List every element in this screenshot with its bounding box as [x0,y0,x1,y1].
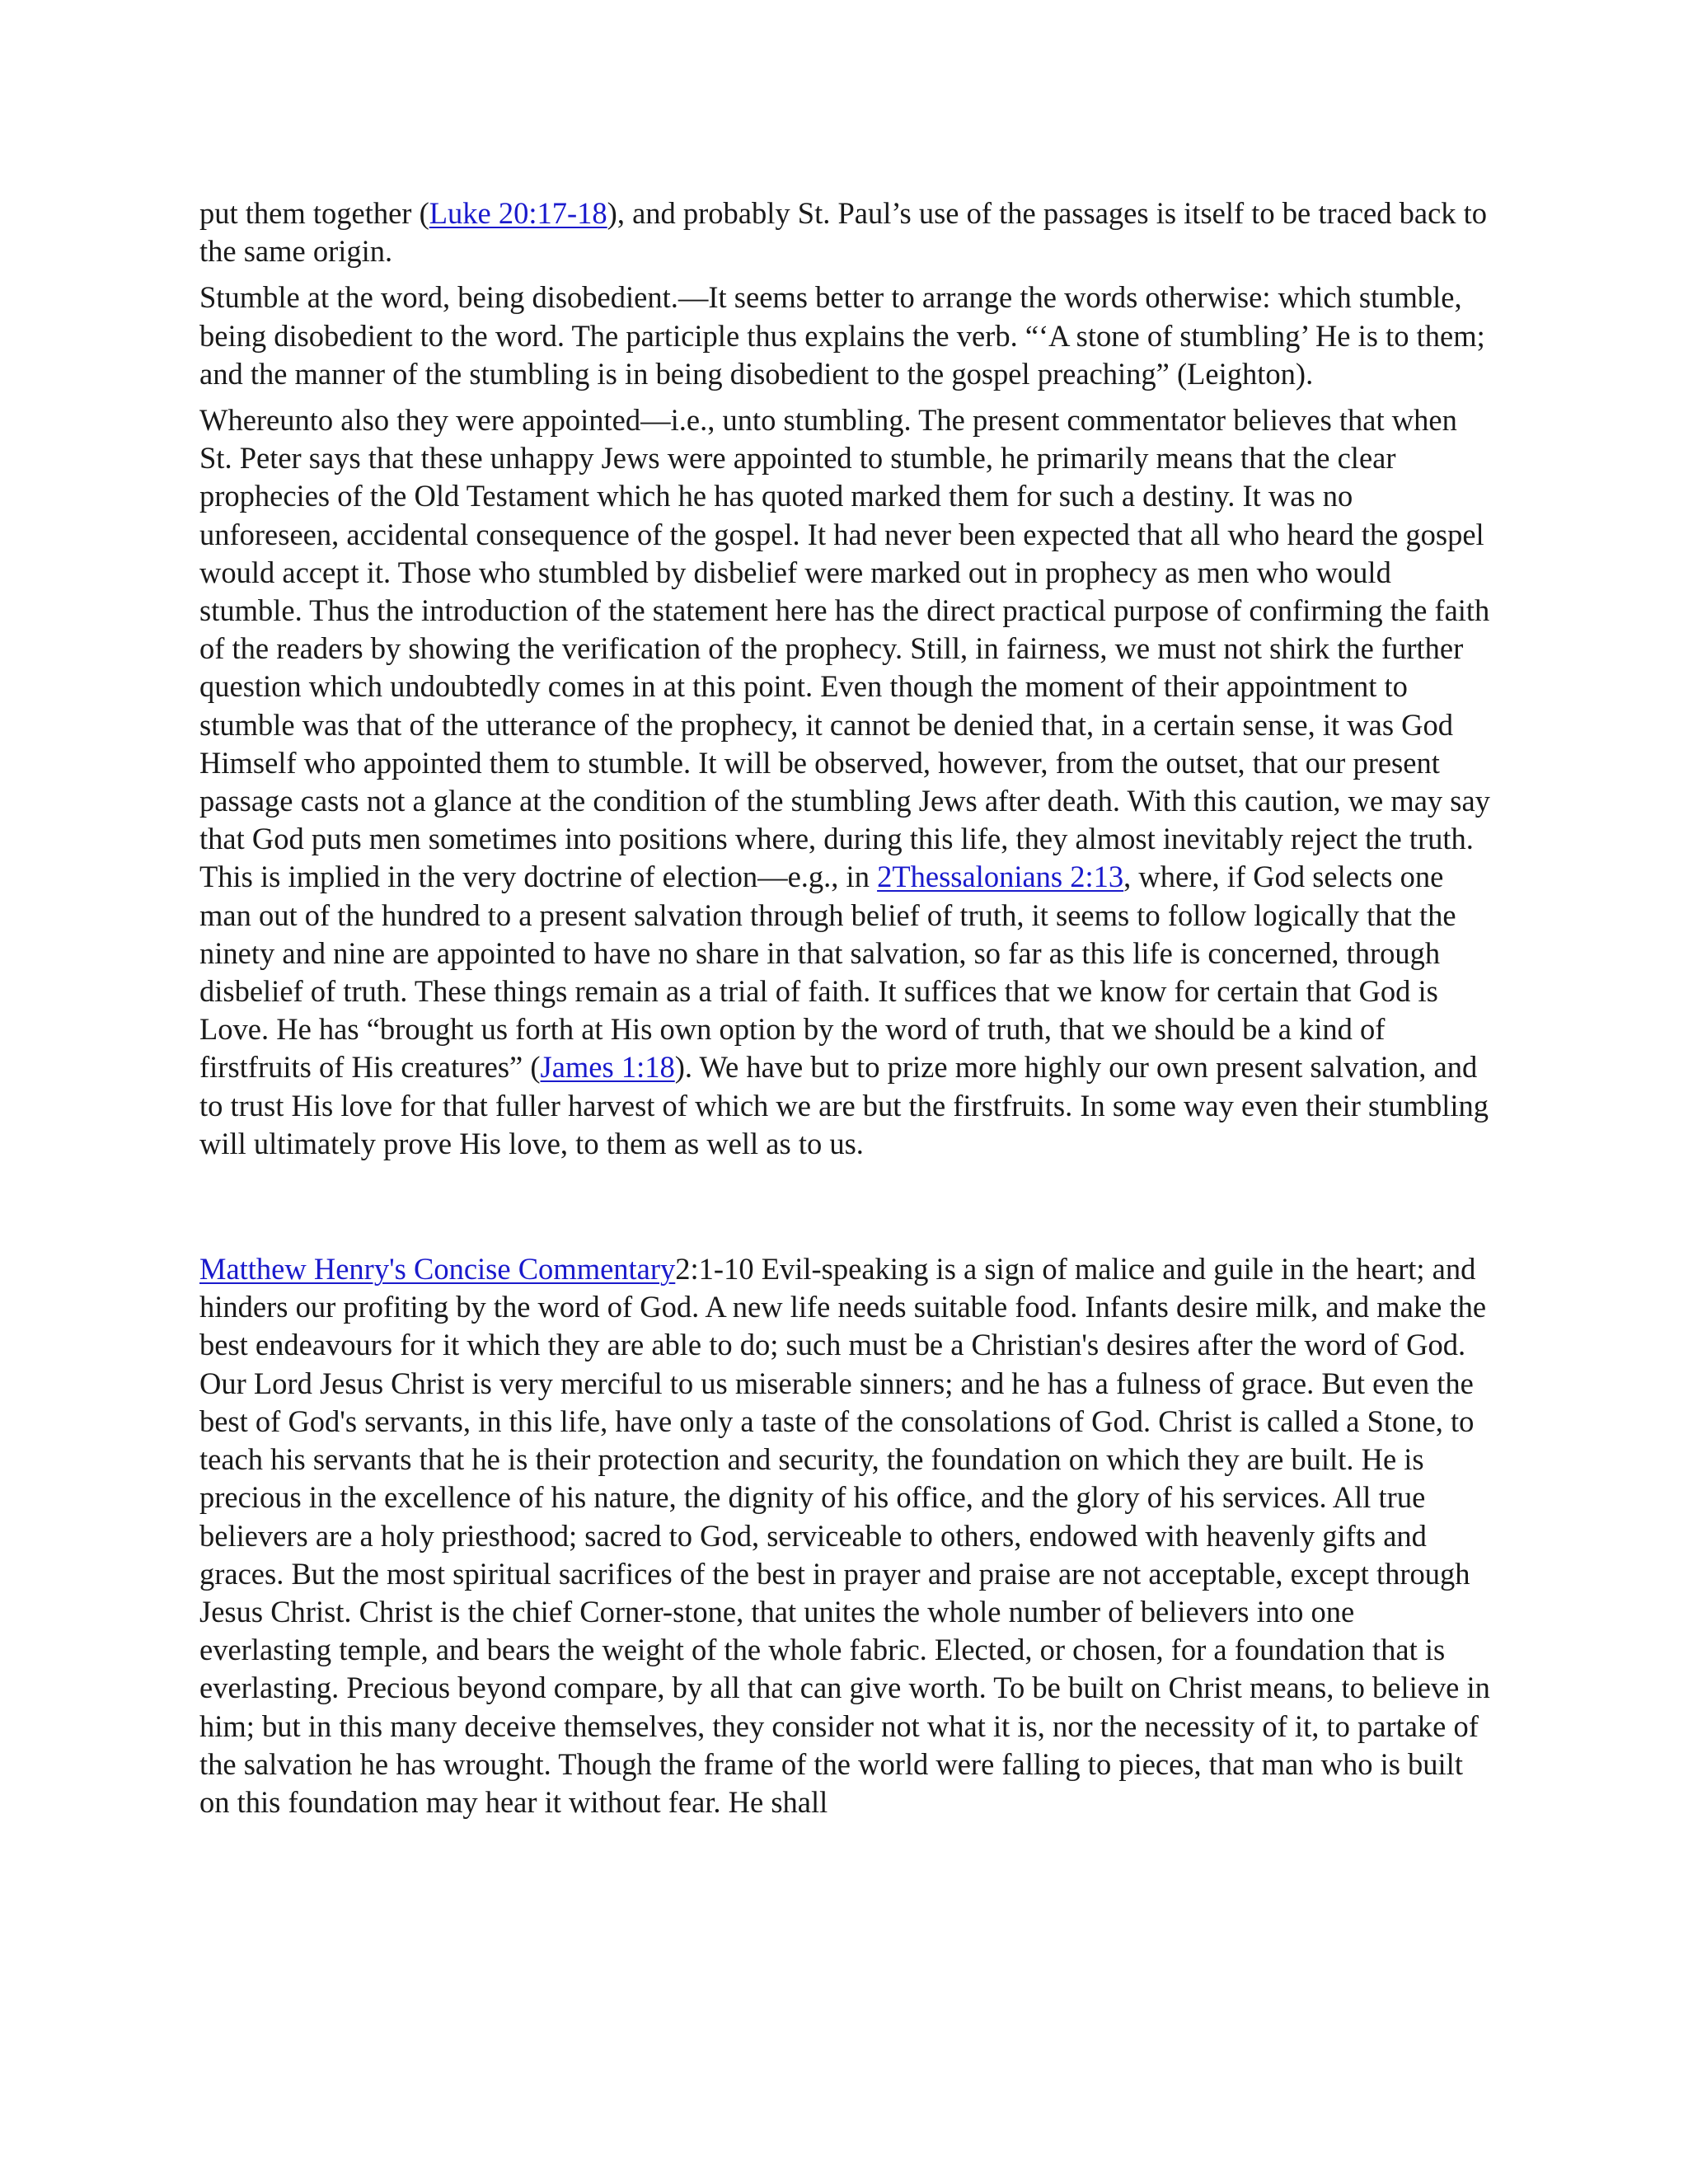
link-matthew-henry-commentary[interactable]: Matthew Henry's Concise Commentary [199,1252,676,1286]
paragraph-text: put them together ( [199,196,429,230]
paragraph-text: 2:1-10 Evil-speaking is a sign of malice and guile in the heart; and hinders our profiting by the word of God. A new life needs suitable food. Infants desire milk, and make the best endeavours for it which they are able to do; such must be a Christian's desires after the word of God. Our Lord Jesus Christ is very merciful to us miserable sinners; and he has a fulness of grace. But even the best of God's servants, in this life, have only a taste of the consolations of God. Christ is called a Stone, to teach his servants that he is their protection and security, the foundation on which they are built. He is precious in the excellence of his nature, the dignity of his office, and the glory of his services. All true believers are a holy priesthood; sacred to God, serviceable to others, endowed with heavenly gifts and graces. But the most spiritual sacrifices of the best in prayer and praise are not acceptable, except through Jesus Christ. Christ is the chief Corner-stone, that unites the whole number of believers into one everlasting temple, and bears the weight of the whole fabric. Elected, or chosen, for a foundation that is everlasting. Precious beyond compare, by all that can give worth. To be built on Christ means, to believe in him; but in this many deceive themselves, they consider not what it is, nor the necessity of it, to partake of the salvation he has wrought. Though the frame of the world were falling to pieces, that man who is built on this foundation may hear it without fear. He shall [199,1252,1490,1819]
link-james-1-18[interactable]: James 1:18 [540,1050,675,1085]
paragraph-text: Whereunto also they were appointed—i.e., unto stumbling. The present commentator believes that when St. Peter says that these unhappy Jews were appointed to stumble, he primarily means that the clear prophecies of the Old Testament which he has quoted marked them for such a destiny. It was no unforeseen, accidental consequence of the gospel. It had never been expected that all who heard the gospel would accept it. Those who stumbled by disbelief were marked out in prophecy as men who would stumble. Thus the introduction of the statement here has the direct practical purpose of confirming the faith of the readers by showing the verification of the prophecy. Still, in fairness, we must not shirk the further question which undoubtedly comes in at this point. Even though the moment of their appointment to stumble was that of the utterance of the prophecy, it cannot be denied that, in a certain sense, it was God Himself who appointed them to stumble. It will be observed, however, from the outset, that our present passage casts not a glance at the condition of the stumbling Jews after death. With this caution, we may say that God puts men sometimes into positions where, during this life, they almost inevitably reject the truth. This is implied in the very doctrine of election—e.g., in [199,403,1490,894]
paragraph-text: ), and probably St. Paul’s use of the passages is itself to be traced back to the same origin. [199,196,1488,269]
link-2thessalonians-2-13[interactable]: 2Thessalonians 2:13 [877,860,1124,894]
section-spacer [199,1163,1493,1250]
paragraph-text: Stumble at the word, being disobedient.—It seems better to arrange the words otherwise: which stumble, being disobedient to the word. The participle thus explains the verb. “‘A stone of stumbling’ He is to them; and the manner of the stumbling is in being disobedient to the gospel preaching” (Leighton). [199,280,1485,391]
paragraph-luke-reference [199,194,1493,270]
paragraph-text: , where, if God selects one man out of the hundred to a present salvation through belief of truth, it seems to follow logically that the ninety and nine are appointed to have no share in that salvation, so far as this life is concerned, through disbelief of truth. These things remain as a trial of faith. It suffices that we know for certain that God is Love. He has “brought us forth at His own option by the word of truth, that we should be a kind of firstfruits of His creatures” ( [199,860,1456,1085]
paragraph-whereunto-appointed [199,401,1493,1163]
paragraph-matthew-henry-commentary [199,1250,1493,1821]
paragraph-stumble-at-the-word [199,279,1493,393]
document-page [199,194,1493,1830]
link-luke-20-17-18[interactable]: Luke 20:17-18 [429,196,607,230]
paragraph-text: ). We have but to prize more highly our own present salvation, and to trust His love for that fuller harvest of which we are but the firstfruits. In some way even their stumbling will ultimately prove His love, to them as well as to us. [199,1050,1489,1160]
